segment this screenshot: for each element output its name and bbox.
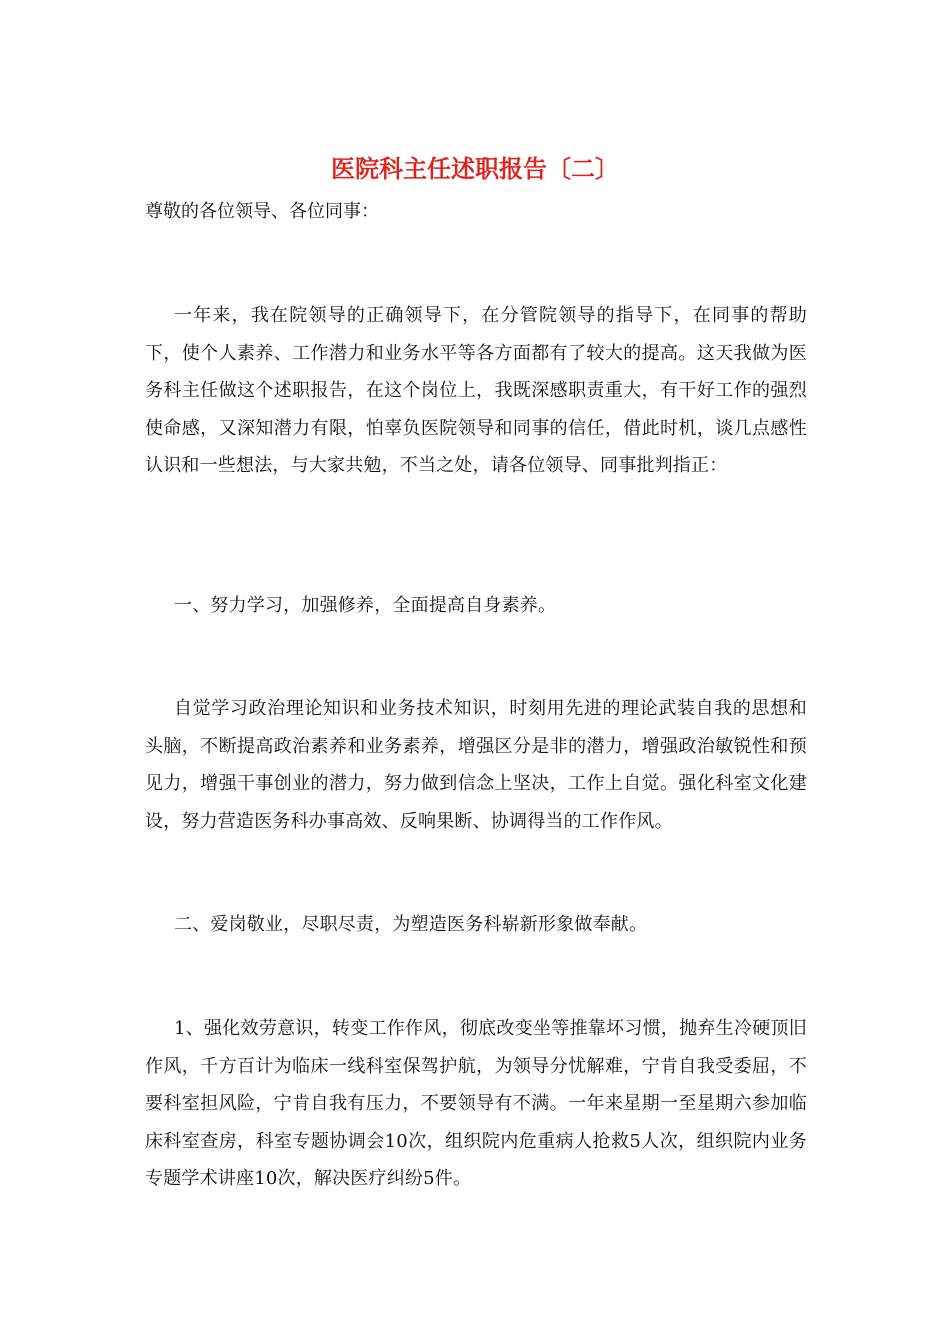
salutation: 尊敬的各位领导、各位同事： — [145, 201, 379, 222]
section-2-item-1-paragraph: 1、强化效劳意识，转变工作作风，彻底改变坐等推靠坏习惯，抛弃生冷硬顶旧作风，千方百计为临床一线科室保驾护航，为领导分忧解难，宁肯自我受委屈，不要科室担风险，宁肯自我有压力，不要领导有不满。一年来星期一至星期六参加临床科室查房，科室专题协调会10次，组织院内危重病人抢救5人次，组织院内业务专题学术讲座10次，解决医疗纠纷5件。 — [145, 1018, 807, 1189]
section-heading-1: 一、努力学习，加强修养，全面提高自身素养。 — [174, 595, 557, 616]
section-1-paragraph: 自觉学习政治理论知识和业务技术知识，时刻用先进的理论武装自我的思想和头脑，不断提高政治素养和业务素养，增强区分是非的潜力，增强政治敏锐性和预见力，增强干事创业的潜力，努力做到信念上坚决，工作上自觉。强化科室文化建设，努力营造医务科办事高效、反响果断、协调得当的工作作风。 — [145, 698, 807, 832]
section-heading-2: 二、爱岗敬业，尽职尽责，为塑造医务科崭新形象做奉献。 — [174, 914, 648, 935]
document-title: 医院科主任述职报告〔二〕 — [331, 154, 619, 183]
intro-paragraph: 一年来，我在院领导的正确领导下，在分管院领导的指导下，在同事的帮助下，使个人素养、工作潜力和业务水平等各方面都有了较大的提高。这天我做为医务科主任做这个述职报告，在这个岗位上，我既深感职责重大，有干好工作的强烈使命感，又深知潜力有限，怕辜负医院领导和同事的信任，借此时机，谈几点感性认识和一些想法，与大家共勉，不当之处，请各位领导、同事批判指正： — [145, 305, 807, 476]
